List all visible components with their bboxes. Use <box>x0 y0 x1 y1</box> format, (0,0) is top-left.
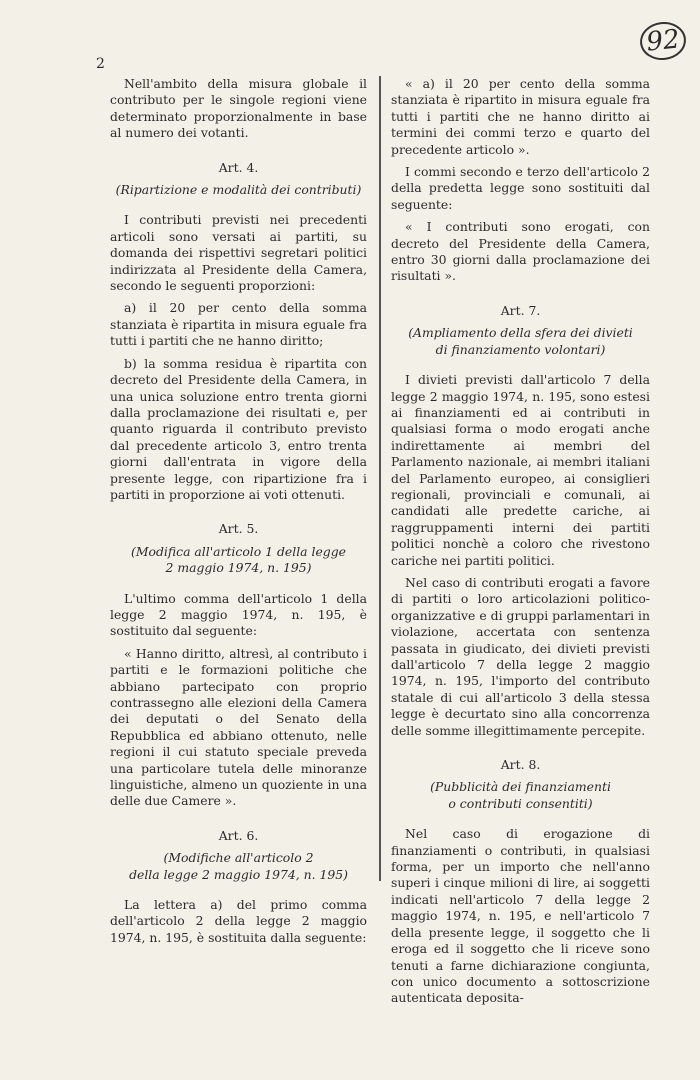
art4-item-b: b) la somma residua è ripartita con decreto del Presidente della Camera, in una unica soluzione entro trenta giorni dalla proclamazione dei risultati e, per quanto riguarda il contributo previsto dal precedente articolo 3, entro trenta giorni dall'entrata in vigore della presente legge, con ripartizione fra i partiti in proporzione ai voti ottenuti. <box>110 355 368 502</box>
art8-subtitle-line1: (Pubblicità dei finanziamenti <box>430 779 611 795</box>
art4-subtitle <box>110 182 367 198</box>
art4-paragraph: I contributi previsti nei precedenti articoli sono versati ai partiti, su domanda dei rispettivi segretari politici indirizzata al Presidente della Camera, secondo le seguenti proporzioni: <box>110 212 368 294</box>
art6-subtitle <box>110 850 367 883</box>
art4-item-a: a) il 20 per cento della somma stanziata è ripartita in misura eguale fra tutti i partiti che ne hanno diritto; <box>110 300 368 349</box>
art7-subtitle-line2: di finanziamento volontari) <box>435 341 606 357</box>
art5-paragraph: L'ultimo comma dell'articolo 1 della legge 2 maggio 1974, n. 195, è sostituito dal seguente: <box>110 590 368 639</box>
art5-subtitle <box>110 544 367 577</box>
art7-paragraph-2: Nel caso di contributi erogati a favore di partiti o loro articolazioni politico-organizzative e di gruppi parlamentari in violazione, accertata con sentenza passata in giudicato, dei divieti previsti dall'articolo 7 della legge 2 maggio 1974, n. 195, l'importo del contributo statale di cui all'articolo 3 della stessa legge è decurtato sino alla concorrenza delle somme illegittimamente percepite. <box>391 574 650 738</box>
commi-paragraph: I commi secondo e terzo dell'articolo 2 della predetta legge sono sostituiti dal seguente: <box>391 164 650 212</box>
text-columns <box>110 76 650 1006</box>
art7-paragraph-1: I divieti previsti dall'articolo 7 della legge 2 maggio 1974, n. 195, sono estesi ai finanziamenti ed ai contributi in qualsiasi forma o modo erogati anche indirettamente ai membri del Parlamento nazionale, ai membri italiani del Parlamento europeo, ai consiglieri regionali, provinciali e comunali, ai candidati alle predette cariche, ai raggruppamenti interni dei partiti politici nonchè a coloro che rivestono cariche nei partiti politici. <box>391 372 650 568</box>
art8-paragraph: Nel caso di erogazione di finanziamenti o contributi, in qualsiasi forma, per un importo che nell'anno superi i cinque milioni di lire, ai soggetti indicati nell'articolo 7 della legge 2 maggio 1974, n. 195, e nell'articolo 7 della presente legge, il soggetto che li eroga ed il soggetto che li riceve sono tenuti a farne dichiarazione congiunta, con unico documento a sottoscrizione autenticata deposita- <box>391 826 650 1006</box>
art6-paragraph: La lettera a) del primo comma dell'articolo 2 della legge 2 maggio 1974, n. 195, è sostituita dalla seguente: <box>110 897 368 945</box>
art5-subtitle-line2: 2 maggio 1974, n. 195) <box>165 560 312 576</box>
left-column <box>110 76 367 952</box>
art8-subtitle-line2: o contributi consentiti) <box>448 795 593 811</box>
art6-subtitle-line1: (Modifiche all'articolo 2 <box>163 850 314 866</box>
art8-subtitle <box>391 779 650 812</box>
folio-stamp: 92 <box>638 20 688 63</box>
art8-title: Art. 8. <box>500 757 541 773</box>
art7-subtitle <box>391 325 650 358</box>
art4-title: Art. 4. <box>218 159 259 175</box>
intro-paragraph: Nell'ambito della misura globale il contributo per le singole regioni viene determinato proporzionalmente in base al numero dei votanti. <box>110 76 368 141</box>
art5-subtitle-line1: (Modifica all'articolo 1 della legge <box>131 543 346 559</box>
art7-subtitle-line1: (Ampliamento della sfera dei divieti <box>408 325 633 341</box>
art4-subtitle-text: (Ripartizione e modalità dei contributi) <box>115 182 362 198</box>
art7-title: Art. 7. <box>500 302 541 318</box>
art5-title: Art. 5. <box>218 521 259 537</box>
page-number: 2 <box>96 56 105 72</box>
quote-contributi: « I contributi sono erogati, con decreto del Presidente della Camera, entro 30 giorni dalla proclamazione dei risultati ». <box>391 219 650 284</box>
right-column <box>379 76 650 1006</box>
quote-a: « a) il 20 per cento della somma stanziata è ripartito in misura eguale fra tutti i partiti che ne hanno diritto ai termini dei commi terzo e quarto del precedente articolo ». <box>391 76 650 157</box>
art5-quote: « Hanno diritto, altresì, al contributo i partiti e le formazioni politiche che abbiano partecipato con proprio contrassegno alle elezioni della Camera dei deputati o del Senato della Repubblica ed abbiano ottenuto, nelle regioni il cui statuto speciale preveda una particolare tutela delle minoranze linguistiche, almeno un quoziente in una delle due Camere ». <box>110 645 368 809</box>
art6-title: Art. 6. <box>218 827 259 843</box>
art6-subtitle-line2: della legge 2 maggio 1974, n. 195) <box>129 866 348 882</box>
